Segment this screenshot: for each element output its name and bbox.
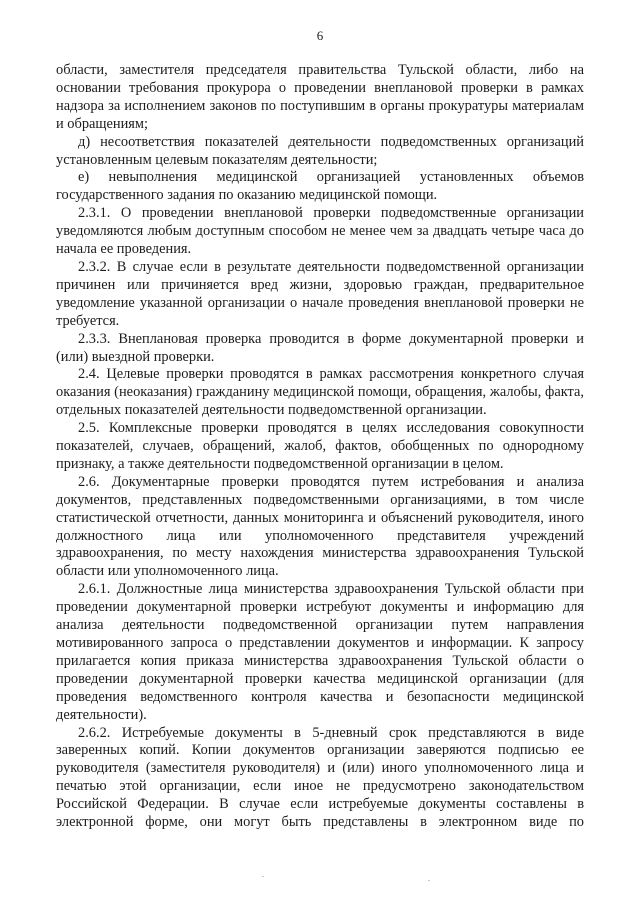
paragraph-2-6-2: 2.6.2. Истребуемые документы в 5-дневный срок представляются в виде заверенных копий. Копии документов организации заверяются подписью ее руководителя (заместителя руководителя) и (или) иного уполномоченного лица и печатью этой организации, если иное не предусмотрено законодательством Российской Федерации. В случае если истребуемые документы составлены в электронной форме, они могут быть представлены в электронном виде по bbox=[56, 724, 584, 831]
paragraph-2-3-2: 2.3.2. В случае если в результате деятельности подведомственной организации причинен или причиняется вред жизни, здоровью граждан, предварительное уведомление указанной организации о начале проведения внеплановой проверки не требуется. bbox=[56, 258, 584, 329]
document-body bbox=[56, 62, 584, 832]
paragraph-item-d: д) несоответствия показателей деятельности подведомственных организаций установленным целевым показателям деятельности; bbox=[56, 133, 584, 168]
paragraph-2-4: 2.4. Целевые проверки проводятся в рамках рассмотрения конкретного случая оказания (неоказания) гражданину медицинской помощи, обращения, жалобы, факта, отдельных показателей деятельности подведомственной организации. bbox=[56, 366, 584, 419]
paragraph-item-e: е) невыполнения медицинской организацией установленных объемов государственного задания по оказанию медицинской помощи. bbox=[56, 169, 584, 204]
paragraph-2-3-1: 2.3.1. О проведении внеплановой проверки подведомственные организации уведомляются любым доступным способом не менее чем за двадцать четыре часа до начала ее проведения. bbox=[56, 205, 584, 258]
scan-artifact bbox=[428, 880, 430, 881]
paragraph-2-3-3: 2.3.3. Внеплановая проверка проводится в форме документарной проверки и (или) выездной проверки. bbox=[56, 330, 584, 365]
page-number: 6 bbox=[316, 28, 324, 43]
paragraph-2-5: 2.5. Комплексные проверки проводятся в целях исследования совокупности показателей, случаев, обращений, жалоб, фактов, обобщенных по однородному признаку, а также деятельности подведомственной организации в целом. bbox=[56, 420, 584, 472]
scan-artifact bbox=[262, 876, 264, 877]
paragraph-2-6: 2.6. Документарные проверки проводятся путем истребования и анализа документов, представленных подведомственными организациями, в том числе статистической отчетности, данных мониторинга и объяснений руководителя, иного должностного лица или уполномоченного представителя учреждений здравоохранения, по месту нахождения министерства здравоохранения Тульской области или уполномоченного лица. bbox=[56, 473, 584, 580]
paragraph-continuation: области, заместителя председателя правительства Тульской области, либо на основании требования прокурора о проведении внеплановой проверки в рамках надзора за исполнением законов по поступившим в органы прокуратуры материалам и обращениям; bbox=[56, 62, 584, 132]
paragraph-2-6-1: 2.6.1. Должностные лица министерства здравоохранения Тульской области при проведении документарной проверки истребуют документы и информацию для анализа деятельности подведомственной организации путем направления мотивированного запроса о представлении документов и информации. К запросу прилагается копия приказа министерства здравоохранения Тульской области о проведении документарной проверки качества медицинской организации (для проведения ведомственного контроля качества и безопасности медицинской деятельности). bbox=[56, 581, 584, 723]
